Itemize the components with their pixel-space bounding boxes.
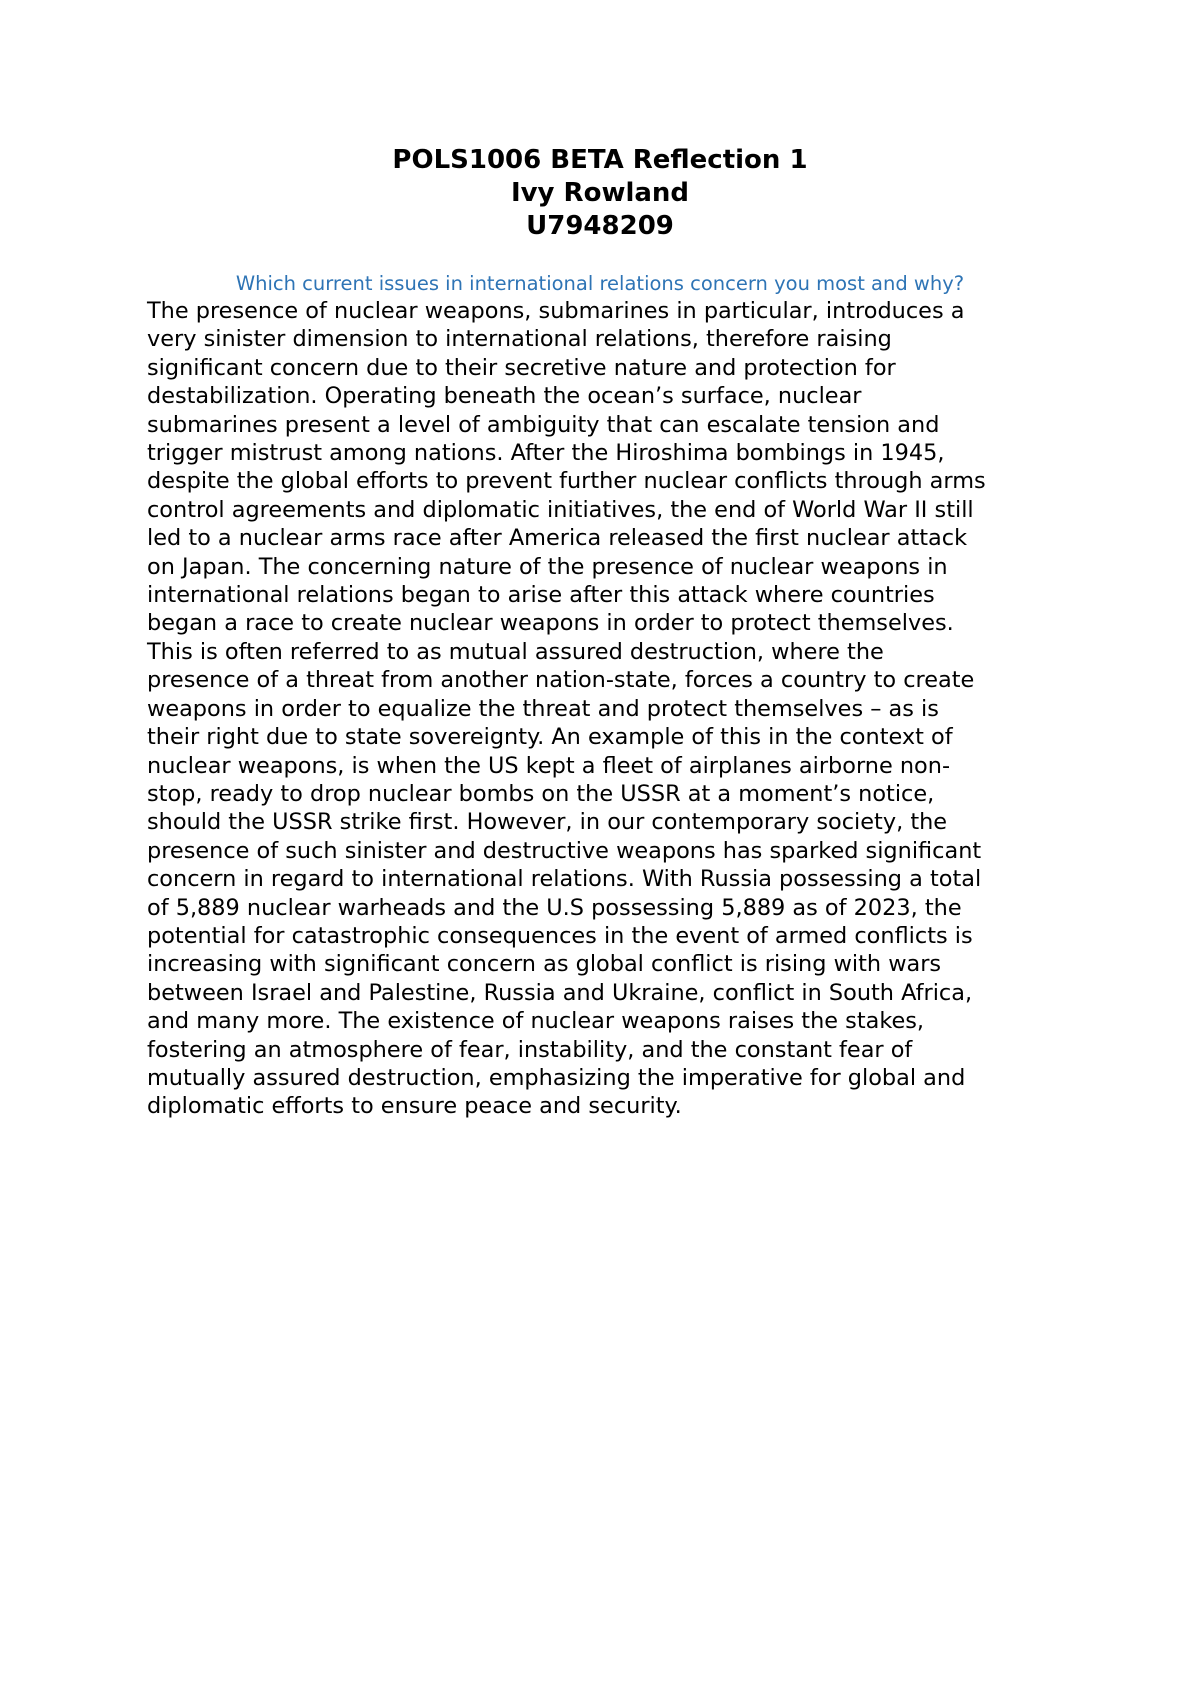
body-line: diplomatic efforts to ensure peace and security. <box>147 1093 682 1120</box>
body-line: potential for catastrophic consequences in the event of armed conflicts is <box>147 922 973 949</box>
body-paragraph <box>147 297 1087 1121</box>
body-line: and many more. The existence of nuclear weapons raises the stakes, <box>147 1008 925 1035</box>
body-line: presence of a threat from another nation-state, forces a country to create <box>147 667 975 694</box>
body-line: on Japan. The concerning nature of the presence of nuclear weapons in <box>147 553 948 580</box>
body-line: stop, ready to drop nuclear bombs on the USSR at a moment’s notice, <box>147 780 935 807</box>
body-line: weapons in order to equalize the threat and protect themselves – as is <box>147 695 939 722</box>
body-line: concern in regard to international relations. With Russia possessing a total <box>147 866 982 893</box>
body-line: significant concern due to their secretive nature and protection for <box>147 354 896 381</box>
body-line: led to a nuclear arms race after America released the first nuclear attack <box>147 525 968 552</box>
author-name: Ivy Rowland <box>510 178 690 208</box>
body-line: should the USSR strike first. However, in our contemporary society, the <box>147 809 948 836</box>
body-line: of 5,889 nuclear warheads and the U.S possessing 5,889 as of 2023, the <box>147 894 962 921</box>
body-line: This is often referred to as mutual assured destruction, where the <box>147 638 884 665</box>
student-id: U7948209 <box>526 211 674 241</box>
body-line: control agreements and diplomatic initiatives, the end of World War II still <box>147 496 974 523</box>
body-line: trigger mistrust among nations. After the Hiroshima bombings in 1945, <box>147 440 945 467</box>
body-line: fostering an atmosphere of fear, instability, and the constant fear of <box>147 1036 913 1063</box>
body-line: their right due to state sovereignty. An example of this in the context of <box>147 724 953 751</box>
document-header <box>0 144 1200 243</box>
body-line: destabilization. Operating beneath the ocean’s surface, nuclear <box>147 383 862 410</box>
body-line: international relations began to arise after this attack where countries <box>147 582 935 609</box>
body-line: between Israel and Palestine, Russia and Ukraine, conflict in South Africa, <box>147 979 973 1006</box>
reflection-question: Which current issues in international relations concern you most and why? <box>235 272 965 295</box>
body-line: increasing with significant concern as global conflict is rising with wars <box>147 951 942 978</box>
body-line: very sinister dimension to international relations, therefore raising <box>147 326 892 353</box>
body-line: nuclear weapons, is when the US kept a fleet of airplanes airborne non- <box>147 752 951 779</box>
document-title: POLS1006 BETA Reflection 1 <box>392 145 808 175</box>
body-line: began a race to create nuclear weapons in order to protect themselves. <box>147 610 954 637</box>
body-line: presence of such sinister and destructive weapons has sparked significant <box>147 837 982 864</box>
body-line: despite the global efforts to prevent further nuclear conflicts through arms <box>147 468 986 495</box>
body-line: submarines present a level of ambiguity that can escalate tension and <box>147 411 940 438</box>
body-line: mutually assured destruction, emphasizing the imperative for global and <box>147 1064 966 1091</box>
body-line: The presence of nuclear weapons, submarines in particular, introduces a <box>147 298 965 324</box>
